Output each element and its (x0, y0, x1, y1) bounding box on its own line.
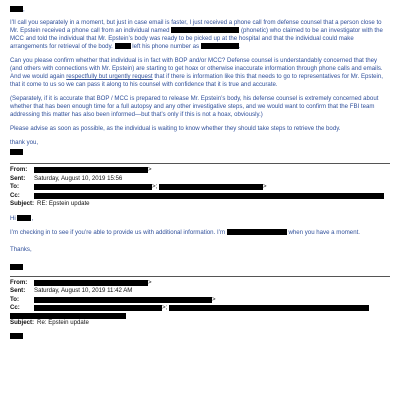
email-header-2 (10, 279, 390, 328)
cc-row: Cc: (10, 192, 390, 201)
from-row: From: > (10, 166, 152, 173)
email1-paragraph-2: Can you please confirm whether that individual is in fact with BOP and/or MCC? Defense counsel is understandably concerned that they (and others with connections with Mr. Epstein) are starting to get hoax or otherwise inaccurate information through phone calls and emails. And we would again respectfully but urgently request that if there is information like this that needs to go to representatives for Mr. Epstein, that it come to us so we can pass it along to his counsel with confidence that it is true and accurate. (10, 57, 383, 88)
cc-row: Cc: >; (10, 304, 390, 313)
redaction (159, 184, 263, 190)
redaction (10, 264, 23, 270)
separator-line (10, 163, 390, 164)
to-row: To: > (10, 295, 216, 303)
email2-signoff: Thanks, (10, 245, 32, 253)
email1-paragraph-3: (Separately, if it is accurate that BOP / MCC is prepared to release Mr. Epstein’s body, his defense counsel is extremely concerned about whether that has been enough time for a full autopsy and any other investigative steps, and we would want to confirm that the FBI team addressing this matter has also been informed—but that’s only if this is not a hoax, obviously.) (10, 95, 379, 118)
redaction (34, 280, 148, 286)
redaction (34, 297, 212, 303)
email1-signature (10, 149, 390, 157)
email1-paragraph-1: I’ll call you separately in a moment, but just in case email is faster, I just received a phone call from defense counsel that a person close to Mr. Epstein received a phone call from an individual named (phonetic) who claimed to be an investigator with the MCC and told the individual that Mr. Epstein’s body was ready to be picked up at the hospital and that the individual could make arrangements for retrieval of the body. left his phone number as . (10, 19, 383, 50)
email2-body: I’m checking in to see if you’re able to provide us with additional information. I’m when you have a moment. (10, 228, 360, 236)
redaction (10, 149, 23, 155)
redaction (34, 305, 162, 311)
sent-row: Sent: Saturday, August 10, 2019 11:42 AM (10, 287, 133, 294)
email1-paragraph-4: Please advise as soon as possible, as the individual is waiting to know whether they should take steps to retrieve the body. (10, 125, 341, 132)
subject-row: Subject: Re: Epstein update (10, 318, 89, 326)
email1-signoff: thank you, (10, 139, 39, 146)
redaction (34, 167, 148, 173)
subject-value: Re: Epstein update (37, 318, 89, 326)
email2-greeting: Hi , (10, 214, 34, 222)
sent-value: Saturday, August 10, 2019 11:42 AM (34, 287, 133, 294)
redaction (171, 27, 239, 33)
trailing-redaction (10, 333, 390, 341)
email-header-1 (10, 166, 390, 209)
sent-row: Sent: Saturday, August 10, 2019 15:56 (10, 174, 123, 182)
redaction (227, 229, 287, 235)
redaction (201, 43, 239, 49)
greeting-line: , (10, 6, 390, 14)
email2-signature (10, 264, 390, 272)
redaction (10, 6, 23, 12)
redaction (34, 193, 384, 199)
to-row: To: >; > (10, 183, 267, 190)
redaction (115, 43, 131, 49)
subject-value: RE: Epstein update (37, 200, 90, 207)
subject-row: Subject: RE: Epstein update (10, 200, 90, 207)
redaction (169, 305, 369, 311)
redaction (17, 215, 31, 221)
underlined-text: respectfully but urgently request (66, 73, 153, 80)
from-row: From: > (10, 278, 152, 286)
redaction (34, 184, 152, 190)
separator-line (10, 276, 390, 277)
redaction (10, 333, 23, 339)
sent-value: Saturday, August 10, 2019 15:56 (34, 174, 123, 182)
